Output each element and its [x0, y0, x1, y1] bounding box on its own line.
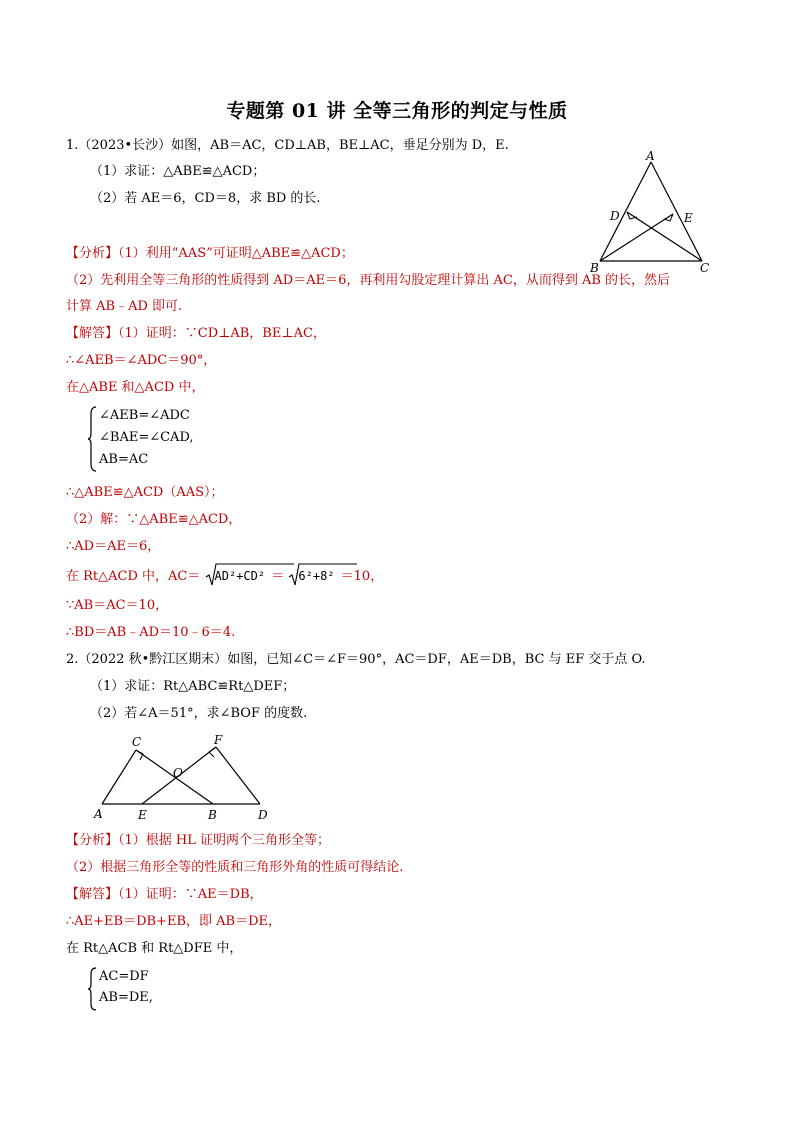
q2-part2: （2）若∠A＝51°，求∠BOF 的度数.	[90, 706, 308, 721]
q1-solution-5: （2）解：∵△ABE≌△ACD，	[66, 512, 242, 527]
q1-solution-3: 在△ABE 和△ACD 中，	[66, 380, 205, 395]
q2-system-comma: ,	[148, 990, 153, 1005]
q2-solution-2: ∴AE+EB＝DB+EB，即 AB＝DE，	[66, 914, 281, 929]
q1-system-brace	[88, 406, 98, 472]
q1-solution-4: ∴△ABE≌△ACD（AAS）；	[66, 485, 224, 500]
q2-analysis-1: 【分析】（1）根据 HL 证明两个三角形全等；	[66, 833, 331, 848]
q2-system-line-2-text: AB=DE	[99, 990, 149, 1005]
q1-solution-1: 【解答】（1）证明：∵CD⊥AB，BE⊥AC，	[66, 326, 326, 341]
q1-label-C: C	[700, 261, 710, 273]
q1-analysis-1: 【分析】（1）利用“AAS”可证明△ABE≌△ACD；	[66, 246, 354, 261]
q2-label-A: A	[94, 807, 103, 821]
q1-label-A: A	[646, 149, 655, 163]
q1-stem: 1.（2023•长沙）如图，AB＝AC，CD⊥AB，BE⊥AC，垂足分别为 D，E.	[66, 138, 509, 153]
q2-system-line-1: AC=DF	[99, 969, 149, 984]
q1-system-line-3: AB=AC	[99, 452, 149, 467]
q1-sqrt-1	[205, 567, 268, 586]
q2-label-C: C	[132, 735, 142, 749]
q1-solution-8: ∵AB＝AC＝10，	[66, 598, 169, 613]
q1-solution-9: ∴BD＝AB﹣AD＝10﹣6＝4.	[66, 625, 236, 640]
q1-solution-6: ∴AD＝AE＝6，	[66, 539, 161, 554]
q1-solution-7-post: ＝10，	[340, 569, 384, 584]
q1-label-B: B	[590, 261, 599, 273]
q2-label-D: D	[258, 808, 268, 822]
q2-label-E: E	[138, 808, 147, 822]
q1-analysis-2b: 计算 AB﹣AD 即可.	[66, 299, 183, 314]
q2-system-brace	[88, 967, 98, 1011]
q1-label-D: D	[610, 209, 620, 223]
q2-label-B: B	[208, 808, 217, 822]
q2-label-F: F	[214, 733, 223, 747]
q1-solution-2: ∴∠AEB＝∠ADC＝90°，	[66, 353, 217, 368]
q1-sqrt-2	[288, 567, 336, 586]
q2-part1: （1）求证：Rt△ABC≌Rt△DEF；	[90, 679, 296, 694]
page-title: 专题第 01 讲 全等三角形的判定与性质	[226, 100, 568, 122]
q2-stem: 2.（2022 秋•黔江区期末）如图，已知∠C＝∠F＝90°，AC＝DF，AE＝DB，BC 与 EF 交于点 O.	[66, 652, 646, 667]
q2-label-O: O	[173, 766, 183, 780]
q1-solution-7-pre: 在 Rt△ACD 中，AC＝	[66, 569, 201, 584]
q2-solution-3: 在 Rt△ACB 和 Rt△DFE 中，	[66, 941, 243, 956]
q1-part2: （2）若 AE＝6，CD＝8，求 BD 的长.	[90, 191, 321, 206]
q1-analysis-2a: （2）先利用全等三角形的性质得到 AD＝AE＝6，再利用勾股定理计算出 AC，从而得到 AB 的长，然后	[66, 273, 671, 288]
q1-sqrt-2-content: 6²+8²	[298, 569, 335, 583]
q1-system-line-2: ∠BAE=∠CAD,	[99, 430, 194, 445]
q1-solution-7	[66, 567, 383, 586]
q1-figure	[588, 148, 728, 273]
q2-figure	[92, 732, 282, 824]
q1-system-line-1: ∠AEB=∠ADC	[99, 408, 190, 423]
q1-radical-sign-1	[205, 563, 295, 587]
q2-solution-1: 【解答】（1）证明：∵AE＝DB，	[66, 887, 263, 902]
q1-radical-sign-2	[288, 563, 358, 587]
q2-system-line-2	[99, 989, 153, 1007]
q1-solution-7-mid: ＝	[271, 569, 285, 584]
q1-label-E: E	[684, 211, 693, 225]
q1-sqrt-1-content: AD²+CD²	[214, 569, 266, 583]
q2-analysis-2: （2）根据三角形全等的性质和三角形外角的性质可得结论.	[66, 860, 404, 875]
q1-part1: （1）求证：△ABE≌△ACD；	[90, 164, 266, 179]
